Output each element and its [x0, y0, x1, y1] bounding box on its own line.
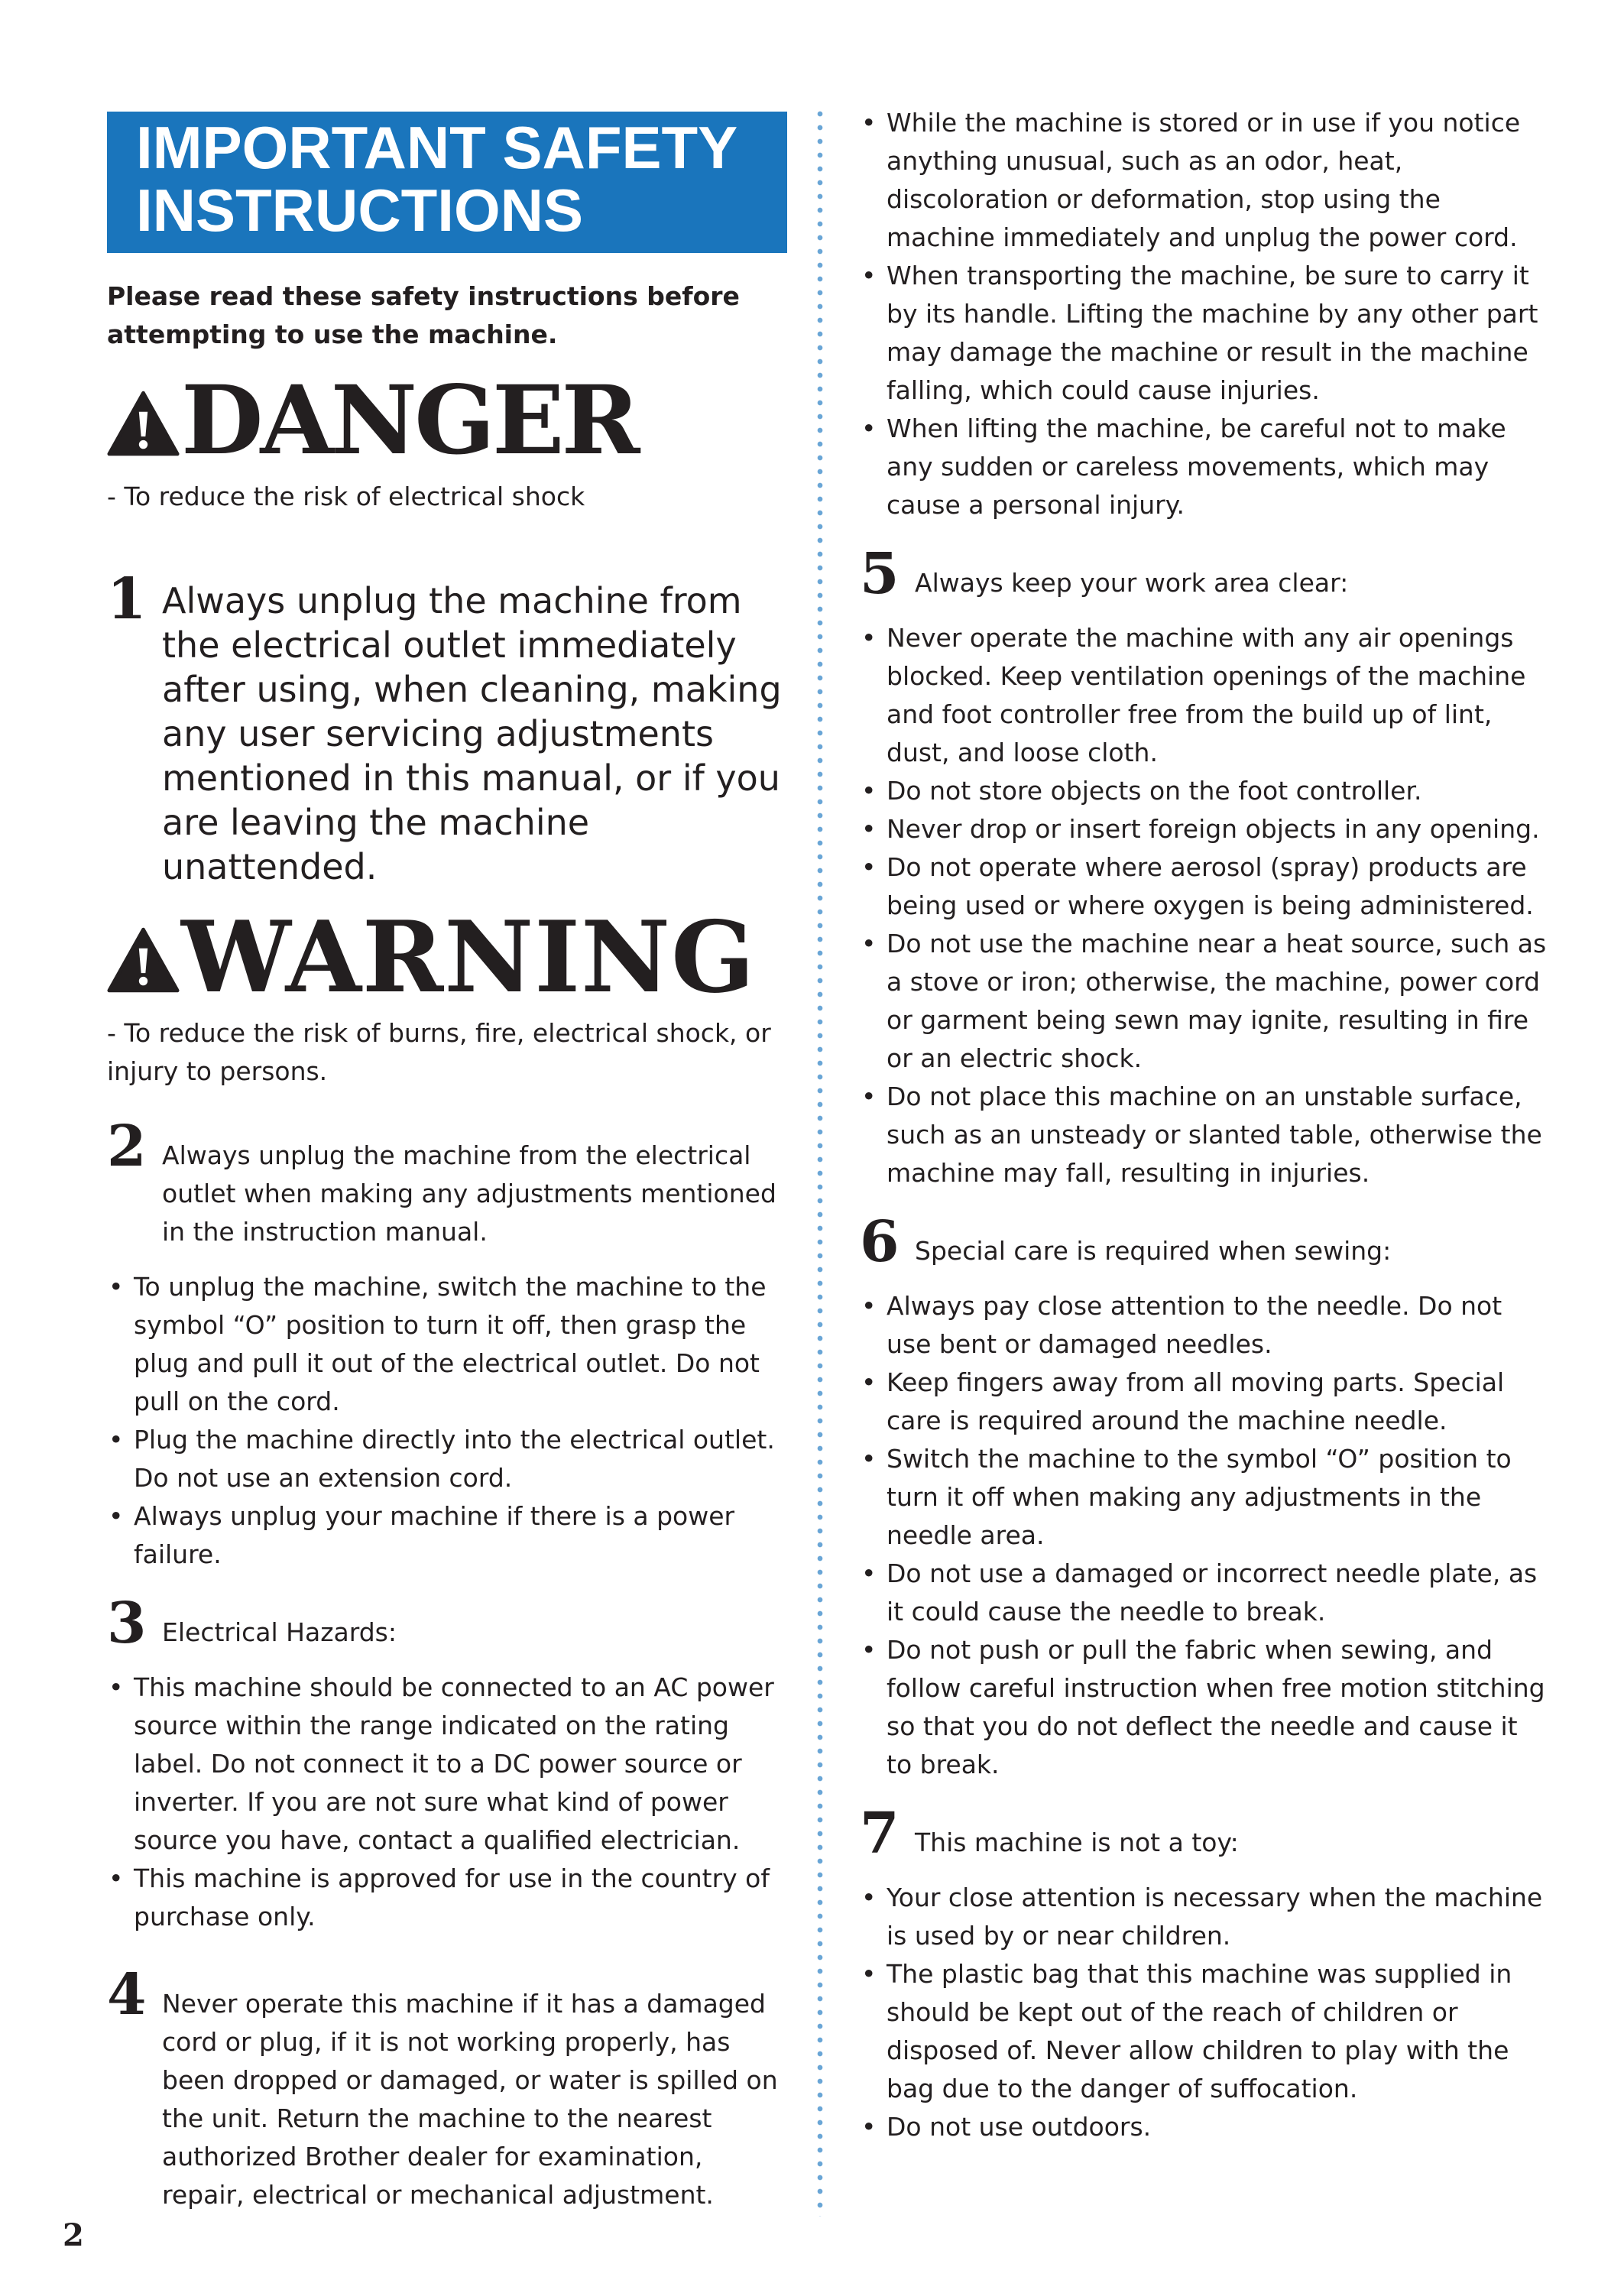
warning-note: - To reduce the risk of burns, fire, electrical shock, or injury to persons.: [107, 1018, 771, 1086]
intro-text: Please read these safety instructions before attempting to use the machine.: [107, 281, 740, 349]
instruction-item-6: [860, 1209, 1548, 1275]
page-title: [107, 112, 787, 253]
list-item: • Do not place this machine on an unstable surface, such as an unsteady or slanted table, otherwise the machine may fall, resulting in injuries.: [860, 1078, 1548, 1192]
list-item: • Do not store objects on the foot controller.: [860, 772, 1548, 810]
list-item: • Plug the machine directly into the electrical outlet. Do not use an extension cord.: [107, 1421, 787, 1497]
list-item: • When lifting the machine, be careful not to make any sudden or careless movements, which may cause a personal injury.: [860, 410, 1548, 524]
item-2-bullets: [107, 1268, 787, 1574]
list-item: • Do not push or pull the fabric when sewing, and follow careful instruction when free motion stitching so that you do not deflect the needle and cause it to break.: [860, 1631, 1548, 1784]
item-text: Never operate this machine if it has a damaged cord or plug, if it is not working properly, has been dropped or damaged, or water is spilled on the unit. Return the machine to the nearest authorized Brother dealer for examination, repair, electrical or mechanical adjustment.: [162, 1989, 778, 2210]
item-number: 3: [107, 1591, 147, 1656]
danger-word: DANGER: [181, 365, 637, 476]
item-text: Always unplug the machine from the electrical outlet immediately after using, when cleaning, making any user servicing adjustments mentioned in this manual, or if you are leaving the machine unattended.: [162, 580, 782, 887]
item-text: Special care is required when sewing:: [915, 1236, 1392, 1266]
left-column: [107, 112, 787, 2214]
item-text: Always keep your work area clear:: [915, 568, 1349, 598]
list-item: • Do not use the machine near a heat source, such as a stove or iron; otherwise, the machine, power cord or garment being sewn may ignite, resulting in fire or an electric shock.: [860, 925, 1548, 1078]
item-text: Always unplug the machine from the electrical outlet when making any adjustments mentioned in the instruction manual.: [162, 1140, 776, 1247]
list-item: • To unplug the machine, switch the machine to the symbol “O” position to turn it off, then grasp the plug and pull it out of the electrical outlet. Do not pull on the cord.: [107, 1268, 787, 1421]
item-text: This machine is not a toy:: [915, 1828, 1239, 1857]
list-item: • The plastic bag that this machine was supplied in should be kept out of the reach of children or disposed of. Never allow children to play with the bag due to the danger of suffocation.: [860, 1955, 1548, 2108]
instruction-item-4: [107, 1962, 787, 2214]
list-item: • Do not use a damaged or incorrect needle plate, as it could cause the needle to break.: [860, 1555, 1548, 1631]
list-item: • Never operate the machine with any air openings blocked. Keep ventilation openings of the machine and foot controller free from the build up of lint, dust, and loose cloth.: [860, 619, 1548, 772]
list-item: • Do not use outdoors.: [860, 2108, 1548, 2146]
item-number: 6: [860, 1209, 900, 1275]
item-6-bullets: [860, 1287, 1548, 1784]
page-number: 2: [63, 2217, 84, 2253]
item-text: Electrical Hazards:: [162, 1617, 397, 1647]
instruction-item-7: [860, 1801, 1548, 1867]
item-7-bullets: [860, 1879, 1548, 2146]
danger-heading: [107, 365, 787, 476]
item-number: 7: [860, 1801, 900, 1867]
item-number: 1: [107, 566, 147, 632]
item-number: 2: [107, 1114, 147, 1179]
danger-note: - To reduce the risk of electrical shock: [107, 482, 585, 511]
item-number: 5: [860, 541, 900, 607]
page-title-line-1: IMPORTANT SAFETY: [136, 114, 738, 181]
item-3-bullets: [107, 1669, 787, 1936]
instruction-item-5: [860, 541, 1548, 607]
warning-word: WARNING: [181, 900, 756, 1015]
list-item: • Switch the machine to the symbol “O” position to turn it off when making any adjustments in the needle area.: [860, 1440, 1548, 1555]
list-item: • Never drop or insert foreign objects in any opening.: [860, 810, 1548, 848]
warning-triangle-icon: [107, 389, 180, 458]
instruction-item-2: [107, 1114, 787, 1251]
list-item: • Always pay close attention to the needle. Do not use bent or damaged needles.: [860, 1287, 1548, 1364]
instruction-item-3: [107, 1591, 787, 1656]
list-item: • Do not operate where aerosol (spray) products are being used or where oxygen is being administered.: [860, 848, 1548, 925]
instruction-item-1: [107, 566, 787, 889]
item-4-continued-bullets: [860, 104, 1548, 524]
column-divider: [816, 107, 824, 2217]
item-5-bullets: [860, 619, 1548, 1192]
list-item: • Your close attention is necessary when the machine is used by or near children.: [860, 1879, 1548, 1955]
list-item: • While the machine is stored or in use if you notice anything unusual, such as an odor, heat, discoloration or deformation, stop using the machine immediately and unplug the power cord.: [860, 104, 1548, 257]
list-item: • When transporting the machine, be sure to carry it by its handle. Lifting the machine by any other part may damage the machine or result in the machine falling, which could cause injuries.: [860, 257, 1548, 410]
warning-heading: [107, 900, 787, 1015]
warning-triangle-icon: [107, 926, 180, 994]
right-column: [860, 104, 1548, 2146]
page-title-line-2: INSTRUCTIONS: [136, 177, 583, 244]
list-item: • This machine is approved for use in the country of purchase only.: [107, 1860, 787, 1936]
list-item: • Keep fingers away from all moving parts. Special care is required around the machine needle.: [860, 1364, 1548, 1440]
list-item: • This machine should be connected to an AC power source within the range indicated on the rating label. Do not connect it to a DC power source or inverter. If you are not sure what kind of power source you have, contact a qualified electrician.: [107, 1669, 787, 1860]
list-item: • Always unplug your machine if there is a power failure.: [107, 1497, 787, 1574]
item-number: 4: [107, 1962, 147, 2028]
